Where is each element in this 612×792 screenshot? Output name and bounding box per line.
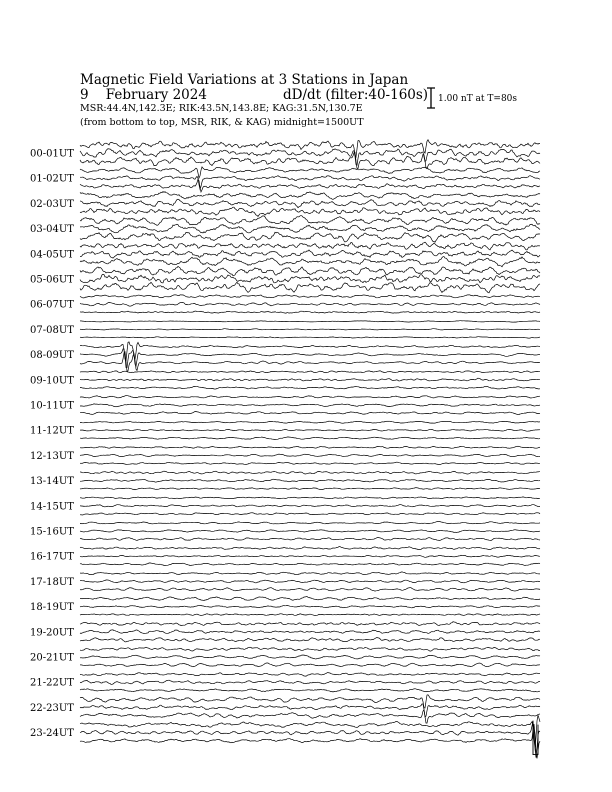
- trace-msr: [80, 282, 540, 293]
- hour-label: 15-16UT: [30, 526, 74, 538]
- trace-rik: [80, 479, 540, 482]
- trace-msr: [80, 257, 540, 267]
- hour-label: 21-22UT: [30, 677, 74, 689]
- trace-msr: [80, 179, 540, 192]
- trace-msr: [80, 689, 540, 692]
- hour-label: 07-08UT: [30, 324, 74, 336]
- trace-msr: [80, 513, 540, 515]
- scale-bar: [427, 88, 435, 108]
- trace-rik: [80, 329, 540, 330]
- trace-rik: [80, 555, 540, 557]
- trace-rik: [80, 605, 540, 608]
- trace-kag: [80, 371, 540, 373]
- hour-label: 03-04UT: [30, 224, 74, 236]
- trace-kag: [80, 242, 540, 250]
- trace-rik: [80, 630, 540, 634]
- trace-rik: [80, 530, 540, 533]
- trace-kag: [80, 295, 540, 298]
- hour-label: 00-01UT: [30, 148, 74, 160]
- hour-label: 04-05UT: [30, 249, 74, 261]
- chart-title: Magnetic Field Variations at 3 Stations in Japan: [80, 72, 409, 88]
- trace-kag: [80, 572, 540, 575]
- trace-rik: [80, 378, 540, 381]
- hour-label: 02-03UT: [30, 198, 74, 210]
- trace-msr: [80, 724, 540, 758]
- trace-kag: [80, 715, 540, 747]
- trace-msr: [80, 637, 540, 642]
- trace-kag: [80, 471, 540, 474]
- trace-rik: [80, 655, 540, 659]
- hour-label: 14-15UT: [30, 501, 74, 513]
- trace-kag: [80, 216, 540, 226]
- hour-label: 17-18UT: [30, 576, 74, 588]
- trace-msr: [80, 386, 540, 389]
- scale-bar-mark: [427, 88, 435, 108]
- hour-label: 20-21UT: [30, 652, 74, 664]
- trace-msr: [80, 710, 540, 723]
- trace-kag: [80, 266, 540, 275]
- hour-label: 09-10UT: [30, 375, 74, 387]
- hour-label: 11-12UT: [30, 425, 74, 437]
- trace-msr: [80, 337, 540, 338]
- hour-label: 12-13UT: [30, 450, 74, 462]
- hour-label: 16-17UT: [30, 551, 74, 563]
- trace-rik: [80, 250, 540, 258]
- stations-info: MSR:44.4N,142.3E; RIK:43.5N,143.8E; KAG:31.5N,130.7E: [80, 103, 363, 114]
- trace-kag: [80, 446, 540, 448]
- trace-msr: [80, 462, 540, 464]
- trace-kag: [80, 497, 540, 499]
- date-day: 9: [80, 87, 89, 103]
- trace-msr: [80, 538, 540, 541]
- trace-lines: [80, 140, 540, 759]
- trace-kag: [80, 673, 540, 677]
- hour-label: 06-07UT: [30, 299, 74, 311]
- hour-label: 18-19UT: [30, 602, 74, 614]
- hour-label: 23-24UT: [30, 728, 74, 740]
- order-note: (from bottom to top, MSR, RIK, & KAG) midnight=1500UT: [80, 117, 364, 128]
- trace-kag: [80, 140, 540, 157]
- trace-rik: [80, 149, 540, 166]
- trace-kag: [80, 167, 540, 178]
- date-month-year: February 2024: [105, 87, 207, 103]
- trace-msr: [80, 437, 540, 440]
- hour-label: 10-11UT: [30, 400, 74, 412]
- trace-kag: [80, 321, 540, 322]
- trace-kag: [80, 421, 540, 423]
- trace-msr: [80, 563, 540, 566]
- trace-rik: [80, 454, 540, 457]
- trace-rik: [80, 349, 540, 368]
- trace-msr: [80, 488, 540, 490]
- hour-label: 01-02UT: [30, 173, 74, 185]
- trace-msr: [80, 588, 540, 592]
- trace-msr: [80, 411, 540, 414]
- trace-kag: [80, 396, 540, 398]
- trace-rik: [80, 680, 540, 684]
- trace-kag: [80, 342, 540, 361]
- trace-rik: [80, 429, 540, 431]
- hour-label: 08-09UT: [30, 350, 74, 362]
- trace-msr: [80, 232, 540, 242]
- trace-kag: [80, 547, 540, 550]
- trace-kag: [80, 597, 540, 601]
- trace-rik: [80, 224, 540, 233]
- trace-rik: [80, 505, 540, 507]
- trace-rik: [80, 274, 540, 283]
- trace-rik: [80, 580, 540, 583]
- trace-kag: [80, 622, 540, 626]
- trace-rik: [80, 704, 540, 717]
- trace-msr: [80, 207, 540, 216]
- trace-rik: [80, 302, 540, 306]
- trace-kag: [80, 192, 540, 200]
- hour-labels: [30, 149, 74, 740]
- trace-rik: [80, 199, 540, 207]
- scale-bar-label: 1.00 nT at T=80s: [438, 94, 518, 104]
- hour-label: 22-23UT: [30, 702, 74, 714]
- trace-msr: [80, 614, 540, 616]
- trace-msr: [80, 311, 540, 313]
- hour-label: 05-06UT: [30, 274, 74, 286]
- trace-rik: [80, 404, 540, 407]
- trace-msr: [80, 663, 540, 667]
- hour-label: 19-20UT: [30, 627, 74, 639]
- hour-label: 13-14UT: [30, 476, 74, 488]
- trace-kag: [80, 695, 540, 708]
- measure-label: dD/dt (filter:40-160s): [283, 87, 429, 103]
- trace-kag: [80, 522, 540, 524]
- trace-kag: [80, 647, 540, 651]
